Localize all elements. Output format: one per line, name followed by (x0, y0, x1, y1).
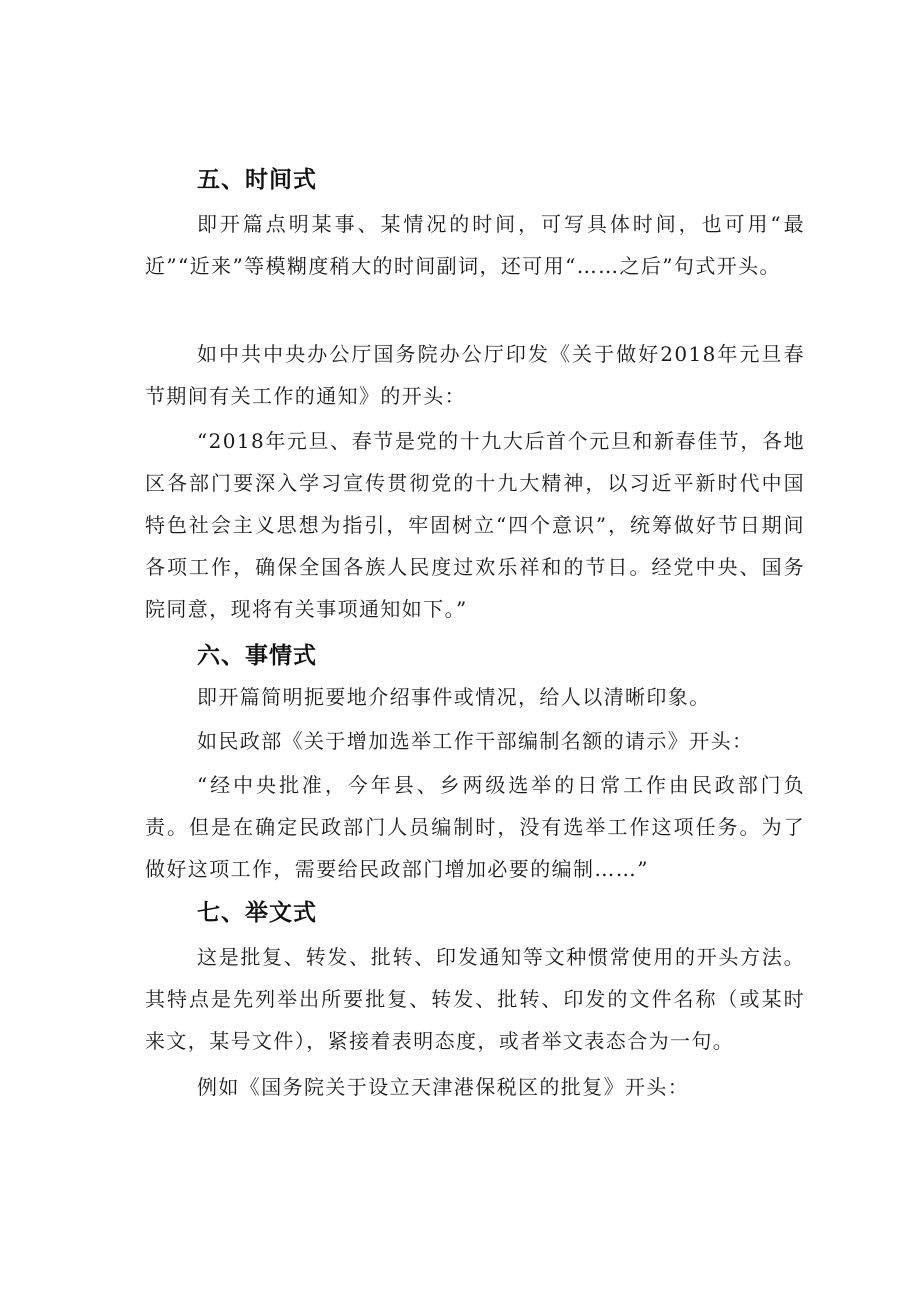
paragraph-event-example-quote: “经中央批准，今年县、乡两级选举的日常工作由民政部门负责。但是在确定民政部门人员编制时，没有选举工作这项任务。为了做好这项工作，需要给民政部门增加必要的编制……” (145, 773, 805, 881)
paragraph-citation-definition: 这是批复、转发、批转、印发通知等文种惯常使用的开头方法。其特点是先列举出所要批复、转发、批转、印发的文件名称（或某时来文，某号文件），紧接着表明态度，或者举文表态合为一句。 (145, 945, 805, 1053)
paragraph-time-example-quote: “2018年元旦、春节是党的十九大后首个元旦和新春佳节，各地区各部门要深入学习宣传贯彻党的十九大精神，以习近平新时代中国特色社会主义思想为指引，牢固树立“四个意识”，统筹做好节日期间各项工作，确保全国各族人民度过欢乐祥和的节日。经党中央、国务院同意，现将有关事项通知如下。” (145, 429, 805, 621)
section-heading-citation: 七、举文式 (197, 900, 317, 926)
section-heading-time: 五、时间式 (197, 167, 317, 193)
paragraph-event-example-intro: 如民政部《关于增加选举工作干部编制名额的请示》开头： (197, 729, 754, 753)
paragraph-time-example-intro: 如中共中央办公厅国务院办公厅印发《关于做好2018年元旦春节期间有关工作的通知》的开头： (145, 342, 805, 408)
paragraph-citation-example-intro: 例如《国务院关于设立天津港保税区的批复》开头： (197, 1075, 690, 1099)
paragraph-time-definition: 即开篇点明某事、某情况的时间，可写具体时间，也可用“最近”“近来”等模糊度稍大的时间副词，还可用“……之后”句式开头。 (145, 212, 805, 278)
section-heading-event: 六、事情式 (197, 643, 317, 669)
paragraph-event-definition: 即开篇简明扼要地介绍事件或情况，给人以清晰印象。 (197, 685, 711, 709)
